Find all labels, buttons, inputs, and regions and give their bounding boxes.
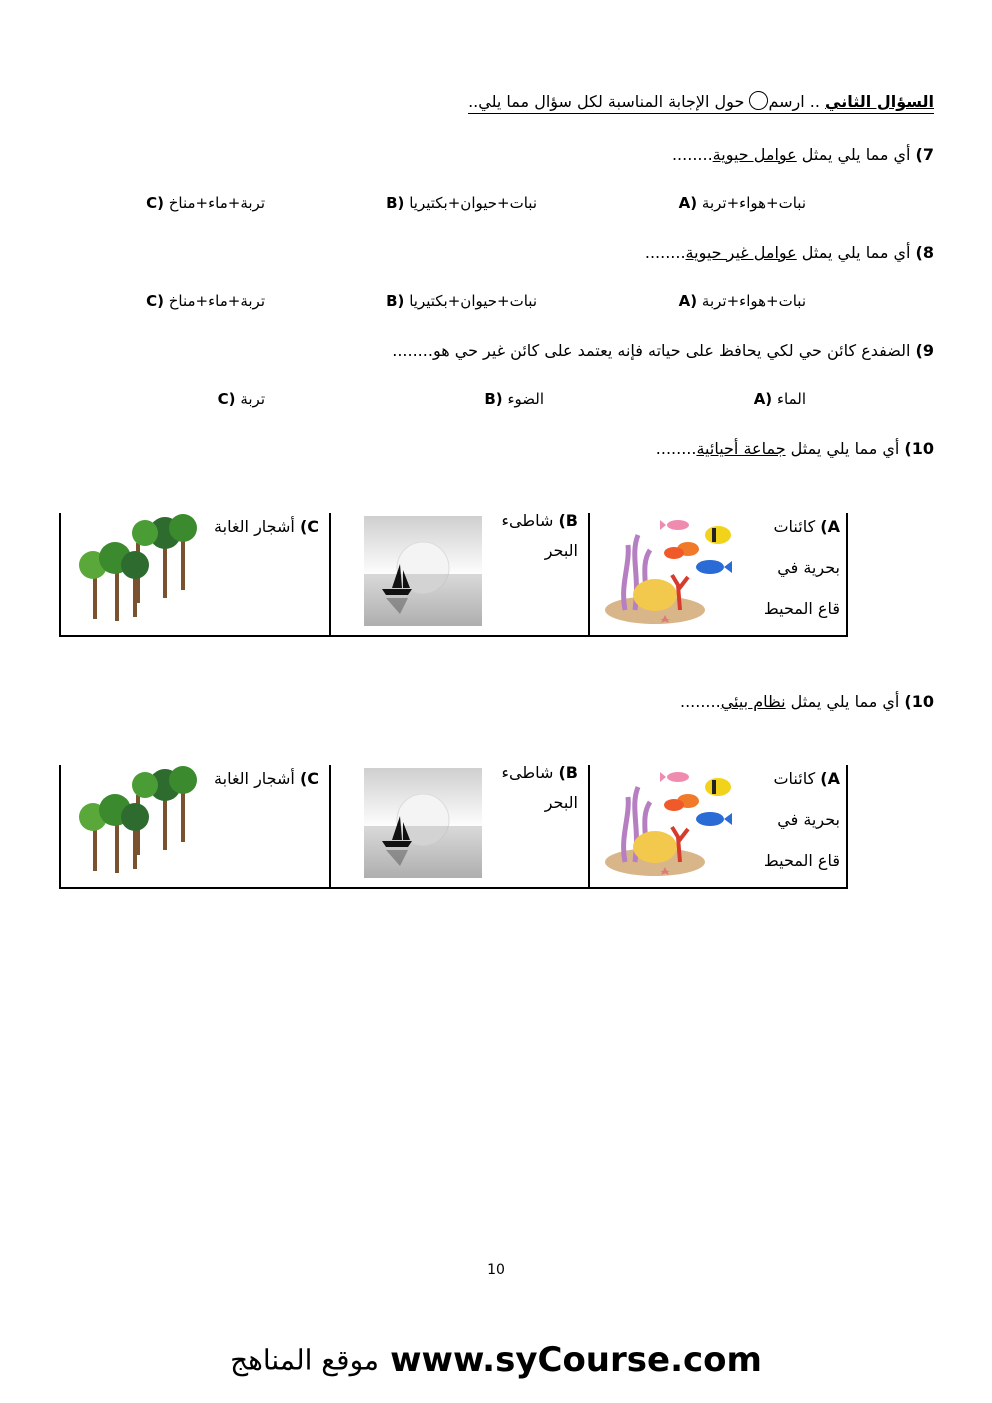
- beach-sunset-image: [364, 768, 482, 878]
- marine-life-image: [600, 515, 735, 627]
- marine-life-image: [600, 767, 735, 879]
- forest-trees-image: [73, 755, 213, 873]
- q9-option-b[interactable]: B) الضوء: [484, 390, 544, 408]
- site-footer: [0, 1340, 992, 1380]
- site-label: موقع المناهج: [230, 1343, 380, 1377]
- page-number: 10: [487, 1262, 505, 1278]
- question-10b: 10) أي مما يلي يمثل نظام بيئي........: [680, 692, 934, 711]
- q7-option-a[interactable]: A) نبات+هواء+تربة: [678, 194, 806, 212]
- beach-sunset-image: [364, 516, 482, 626]
- q10b-option-a[interactable]: A) كائنات بحرية في قاع المحيط: [590, 765, 846, 887]
- q7-option-b[interactable]: B) نبات+حيوان+بكتيريا: [386, 194, 537, 212]
- question-10a: 10) أي مما يلي يمثل جماعة أحيائية........: [655, 439, 934, 458]
- question-8: 8) أي مما يلي يمثل عوامل غير حيوية........: [644, 243, 934, 262]
- site-url[interactable]: www.syCourse.com: [390, 1340, 762, 1380]
- q10b-options-table: [59, 765, 848, 889]
- q8-option-a[interactable]: A) نبات+هواء+تربة: [678, 292, 806, 310]
- q8-option-c[interactable]: C) تربة+ماء+مناخ: [146, 292, 265, 310]
- section-title: السؤال الثاني: [825, 92, 934, 111]
- q10a-option-c[interactable]: C) أشجار الغابة: [61, 513, 325, 635]
- forest-trees-image: [73, 503, 213, 621]
- q8-option-b[interactable]: B) نبات+حيوان+بكتيريا: [386, 292, 537, 310]
- question-7: 7) أي مما يلي يمثل عوامل حيوية........: [671, 145, 934, 164]
- q10a-options-table: [59, 513, 848, 637]
- q10a-option-b[interactable]: B) شاطىء البحر: [331, 513, 584, 635]
- question-header: السؤال الثاني .. ارسم حول الإجابة المناسبة لكل سؤال مما يلي..: [468, 91, 934, 114]
- q10b-option-c[interactable]: C) أشجار الغابة: [61, 765, 325, 887]
- q7-option-c[interactable]: C) تربة+ماء+مناخ: [146, 194, 265, 212]
- q10b-option-b[interactable]: B) شاطىء البحر: [331, 765, 584, 887]
- q10a-option-a[interactable]: A) كائنات بحرية في قاع المحيط: [590, 513, 846, 635]
- question-9: 9) الضفدع كائن حي لكي يحافظ على حياته فإنه يعتمد على كائن غير حي هو........: [392, 341, 934, 360]
- circle-icon: [749, 91, 768, 110]
- q9-option-c[interactable]: C) تربة: [217, 390, 265, 408]
- q9-option-a[interactable]: A) الماء: [753, 390, 806, 408]
